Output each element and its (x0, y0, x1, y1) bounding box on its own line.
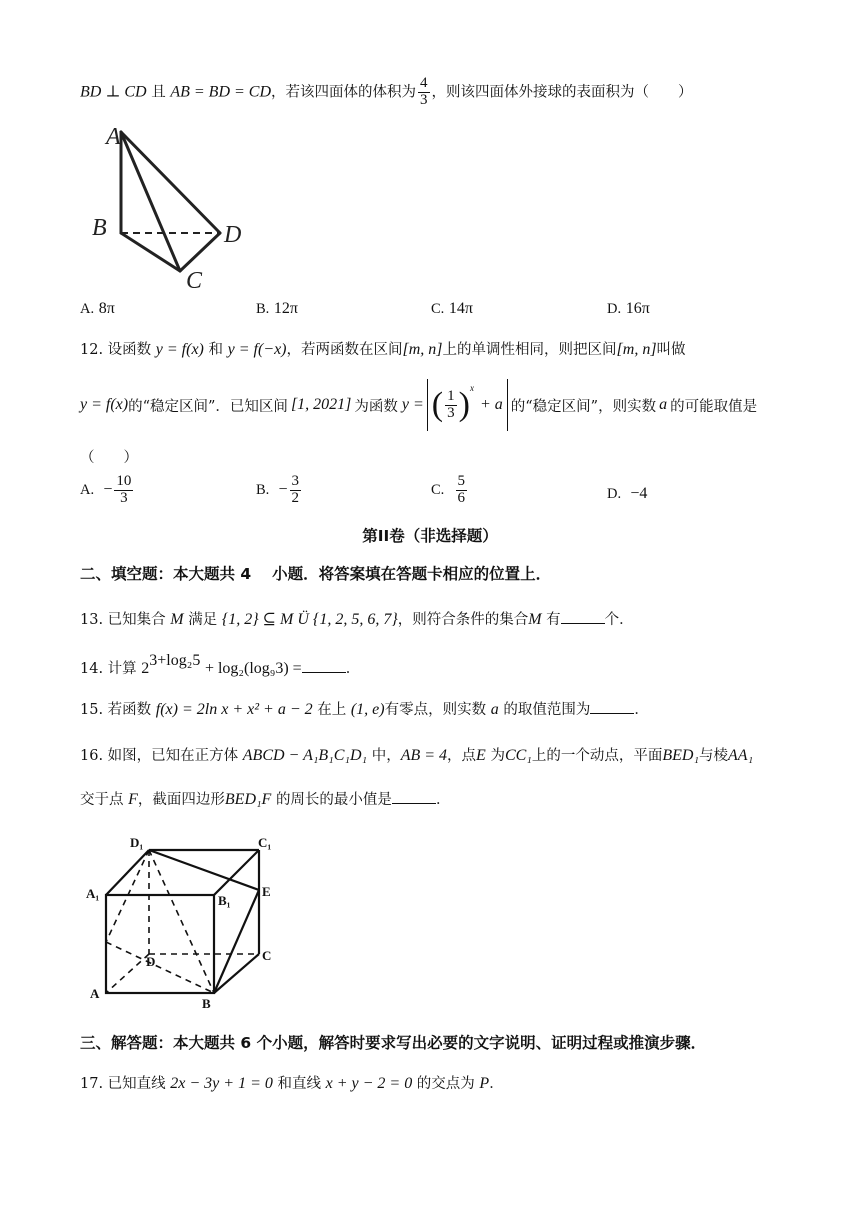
cube-label-d: D (146, 954, 156, 969)
option-label: A. (80, 301, 95, 317)
q12-text: ，若两函数在区间 (286, 342, 403, 358)
cube-label-a: A (90, 986, 100, 1001)
q12-text: 的可能取值是 (670, 398, 758, 415)
q16-plane: BED₁ (662, 747, 700, 764)
q16-text: 的周长的最小值是 (275, 792, 392, 808)
q12-plus-a: + a (479, 396, 503, 413)
option-fraction (290, 474, 302, 507)
q16-text: 中， (371, 748, 401, 764)
q12-text: 的“稳定区间”，则实数 (510, 398, 657, 415)
q12-y-equals: y = (401, 396, 424, 413)
q16-answer-blank[interactable] (392, 789, 436, 804)
q13-text: 个． (604, 612, 634, 628)
q16-point-e: E (476, 747, 486, 764)
q16-text: ，截面四边形 (137, 792, 225, 808)
option-sign: − (103, 481, 113, 499)
q12-var-a: a (659, 396, 668, 413)
fraction-num: 10 (116, 473, 132, 489)
option-value: 14π (448, 300, 473, 317)
option-label: B. (256, 301, 270, 317)
q13-text: 已知集合 (107, 612, 166, 628)
option-fraction (114, 474, 133, 507)
q14-exponent: 3+log₂5 (149, 652, 201, 669)
q16-text: 交于点 (80, 792, 124, 808)
fraction-den: 3 (120, 489, 128, 506)
q12-interval: [m, n] (402, 341, 443, 358)
tetra-label-a: A (106, 124, 121, 150)
q16-text: 与棱 (699, 748, 729, 764)
option-sign: − (278, 481, 288, 499)
q16-line1 (80, 744, 753, 765)
q15 (80, 698, 649, 719)
q11-option-d (607, 300, 650, 318)
q11-stem (80, 76, 693, 109)
q11-volume-fraction (418, 76, 430, 109)
q12-func: y = f(x) (80, 396, 129, 413)
option-label: C. (431, 301, 445, 317)
q16-ab: AB = 4 (400, 747, 448, 764)
q13-set-relation: {1, 2} ⊆ M Ü {1, 2, 5, 6, 7} (221, 611, 398, 628)
tetra-label-c: C (186, 268, 203, 293)
q12-text: 设函数 (107, 342, 152, 358)
q12-text: 上的单调性相同，则把区间 (442, 342, 617, 358)
cube-label-c: C (262, 948, 272, 963)
option-label: B. (256, 481, 270, 498)
q11-text2: ，则该四面体外接球的表面积为（ ） (431, 84, 693, 101)
q15-var-a: a (490, 701, 499, 718)
q12-option-a (80, 474, 135, 507)
q14-number: 14. (80, 660, 104, 677)
fraction-den: 2 (291, 489, 300, 506)
q15-function: f(x) = 2ln x + x² + a − 2 (155, 701, 313, 718)
q12-text: 为函数 (354, 398, 398, 415)
option-fraction (456, 474, 468, 507)
section3-heading: 三、解答题：本大题共 6 个小题，解答时要求写出必要的文字说明、证明过程或推演步骤． (80, 1034, 707, 1052)
q17-line2-eq: x + y − 2 = 0 (325, 1075, 413, 1092)
q11-condition-perp: BD ⊥ CD (80, 83, 147, 101)
q11-condition-eq: AB = BD = CD (170, 83, 272, 101)
q14-base: 2 (141, 659, 150, 677)
tetra-label-d: D (224, 222, 242, 248)
q17-text: ． (489, 1076, 504, 1092)
q12-stem-line2 (80, 380, 757, 430)
q12-text: 叫做 (656, 342, 686, 358)
q13-text: 满足 (188, 612, 218, 628)
q17-text: 和直线 (277, 1076, 321, 1092)
option-label: C. (431, 481, 445, 498)
fraction-den: 3 (447, 404, 455, 421)
q16-cube: ABCD − A₁B₁C₁D₁ (242, 747, 368, 764)
q12-interval: [1, 2021] (290, 396, 352, 413)
part2-title: 第II卷（非选择题） (362, 527, 498, 545)
cube-figure (84, 832, 284, 1012)
q12-text: 和 (208, 342, 223, 358)
q12-func2: y = f(−x) (227, 341, 287, 358)
cube-label-b: B (202, 996, 211, 1011)
q16-text: 上的一个动点，平面 (531, 748, 663, 764)
q11-option-a (80, 300, 115, 318)
q14-text: 计算 (107, 660, 137, 677)
option-value: 8π (98, 300, 115, 317)
cube-label-a1: A₁ (86, 886, 100, 901)
q12-func1: y = f(x) (155, 341, 204, 358)
q16-quad: BED₁F (224, 791, 272, 808)
q13-set-m: M (528, 611, 542, 628)
q11-volume-den: 3 (420, 91, 428, 108)
q12-exponent: x (469, 383, 474, 393)
q13-set-m: M (170, 611, 184, 628)
q13-text: 有 (546, 612, 561, 628)
q12-option-c (431, 474, 469, 507)
q15-answer-blank[interactable] (590, 699, 634, 714)
q11-volume-num: 4 (420, 75, 428, 91)
q12-base-fraction (445, 389, 457, 422)
tetrahedron-figure (88, 118, 268, 293)
q11-option-c (431, 300, 473, 318)
q14-text: ． (345, 660, 361, 677)
cube-label-b1: B₁ (218, 893, 231, 908)
q15-text: 若函数 (107, 702, 152, 718)
q14-answer-blank[interactable] (302, 658, 346, 673)
q12-number: 12. (80, 342, 104, 358)
left-paren: ( (431, 386, 444, 423)
q17-text: 的交点为 (416, 1076, 475, 1092)
q12-text: 的“稳定区间”．已知区间 (128, 398, 288, 415)
right-paren: ) (458, 386, 470, 423)
q16-text: ，点 (447, 748, 477, 764)
option-label: D. (607, 301, 622, 317)
q15-text: 在上 (317, 702, 347, 718)
q16-number: 16. (80, 748, 104, 764)
option-value: −4 (630, 485, 648, 502)
q15-interval: (1, e) (350, 701, 385, 718)
q15-text: 的取值范围为 (503, 702, 591, 718)
q17 (80, 1072, 504, 1093)
q16-text: 为 (490, 748, 505, 764)
fraction-num: 3 (291, 473, 300, 489)
q13-answer-blank[interactable] (561, 609, 605, 624)
q15-number: 15. (80, 702, 104, 718)
tetra-label-b: B (92, 215, 107, 241)
option-value: 16π (625, 300, 650, 317)
option-label: D. (607, 486, 622, 502)
q17-line1-eq: 2x − 3y + 1 = 0 (170, 1075, 273, 1092)
fraction-den: 6 (457, 489, 466, 506)
q11-and: 且 (151, 84, 166, 101)
q14-expression: + log₂(log₉3) = (204, 659, 302, 677)
q12-option-d (607, 485, 647, 503)
q12-answer-paren: （ ） (80, 450, 138, 466)
q13-number: 13. (80, 612, 104, 628)
q12-abs-expression (427, 379, 508, 431)
option-label: A. (80, 481, 95, 498)
q12-option-b (256, 474, 303, 507)
cube-label-c1: C₁ (258, 835, 272, 850)
q13-text: ，则符合条件的集合 (397, 612, 529, 628)
q16-edge-cc1: CC₁ (504, 747, 532, 764)
q17-text: 已知直线 (107, 1076, 166, 1092)
cube-label-e: E (262, 884, 271, 899)
q16-text: 如图，已知在正方体 (107, 748, 239, 764)
q13 (80, 608, 634, 629)
fraction-num: 1 (447, 387, 455, 404)
q12-stem-line1 (80, 338, 686, 359)
q12-interval: [m, n] (616, 341, 657, 358)
q17-number: 17. (80, 1076, 104, 1092)
q16-edge-aa1: AA₁ (728, 747, 754, 764)
cube-label-d1: D₁ (130, 835, 144, 850)
q15-text: ． (634, 702, 649, 718)
q15-text: 有零点，则实数 (384, 702, 487, 718)
fraction-num: 5 (457, 473, 466, 489)
q11-text1: ，若该四面体的体积为 (271, 84, 417, 101)
q16-point-f: F (128, 791, 138, 808)
q16-text: ． (435, 792, 451, 808)
option-value: 12π (273, 300, 298, 317)
q11-option-b (256, 300, 298, 318)
q17-point-p: P (479, 1075, 490, 1092)
q14 (80, 654, 360, 678)
q16-line2 (80, 788, 450, 809)
section2-heading: 二、填空题：本大题共 4 小题．将答案填在答题卡相应的位置上． (80, 565, 552, 583)
